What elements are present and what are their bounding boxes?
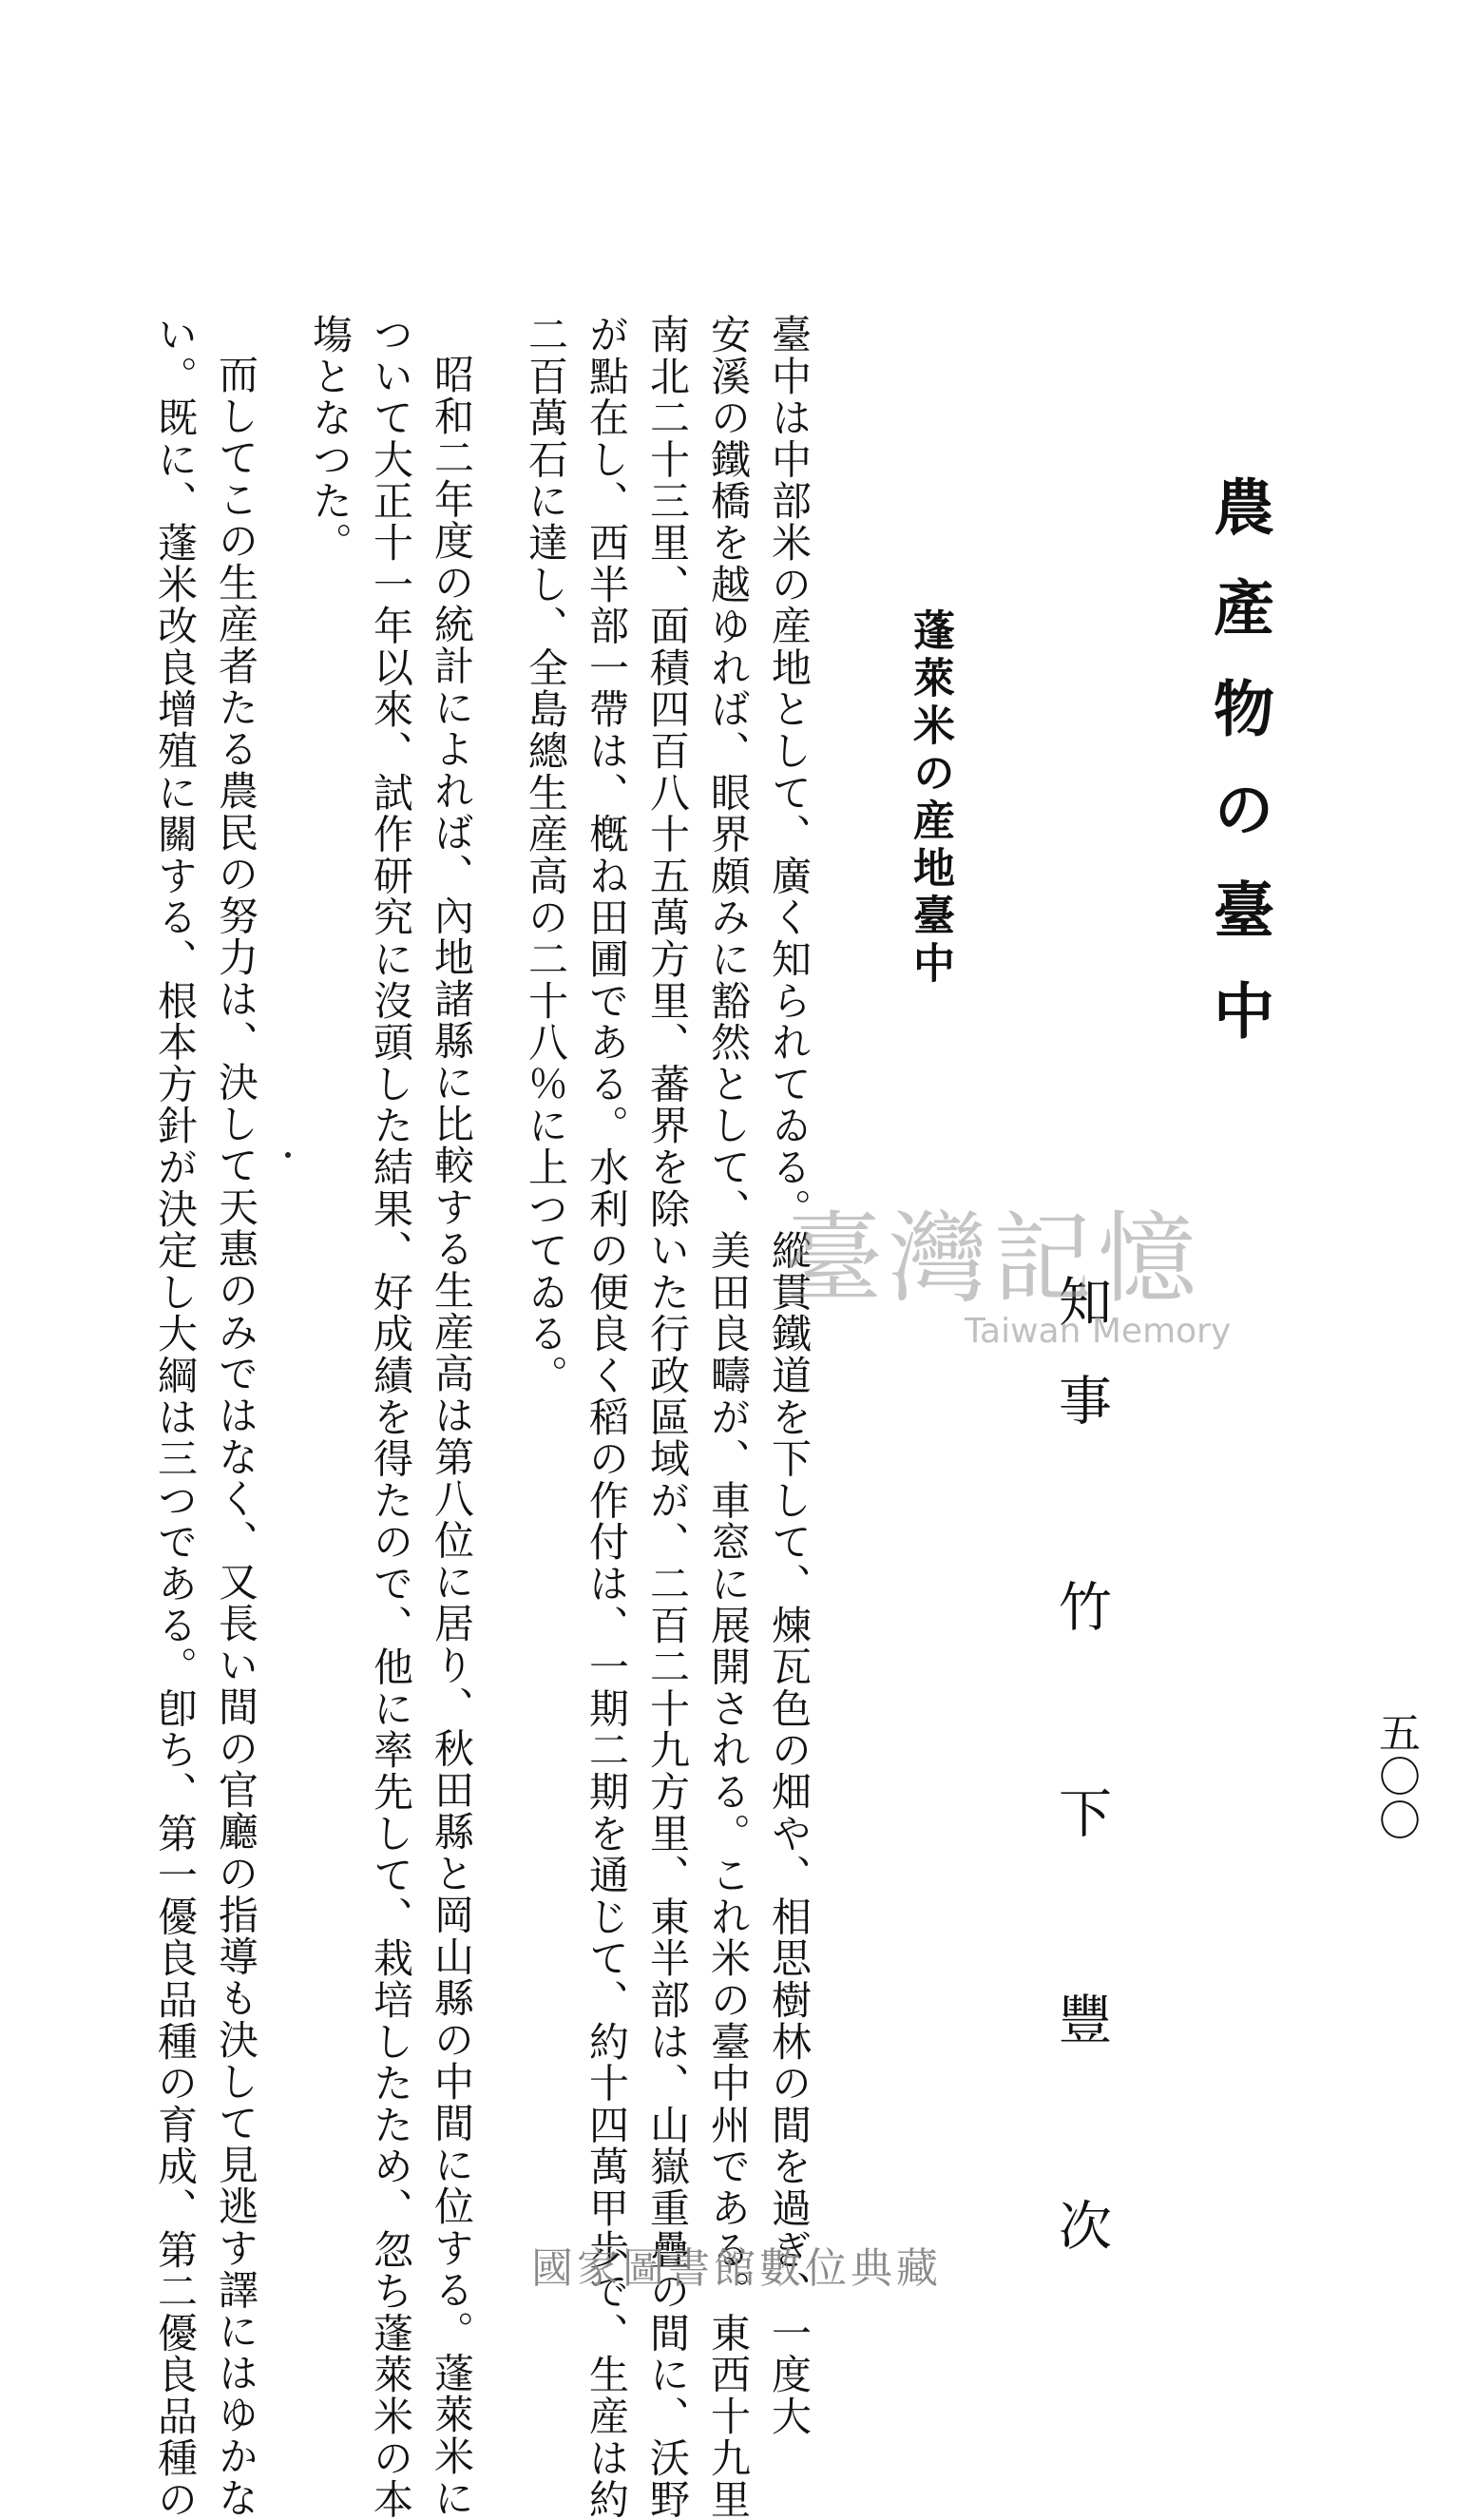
- body-column: 昭和二年度の統計によれば、內地諸縣に比較する生産高は第八位に居り、秋田縣と岡山縣の中間に位する。蓬萊米に: [429, 354, 475, 2519]
- body-column: 而してこの生産者たる農民の努力は、決して天惠のみではなく、又長い間の官廳の指導も決して見逃す譯にはゆかな: [213, 354, 259, 2519]
- archive-footer: 國家圖書館數位典藏: [531, 2244, 942, 2293]
- body-column: 南北二十三里、面積四百八十五萬方里、蕃界を除いた行政區域が、二百二十九方里、東半部は、山嶽重疊の間に、沃野: [644, 314, 691, 2520]
- author-byline: 知事 竹 下 豐 次: [1050, 1274, 1112, 2297]
- body-column: 臺中は中部米の産地として、廣く知られてゐる。縱貫鐵道を下して、煉瓦色の畑や、相思樹林の間を過ぎ、一度大: [766, 314, 813, 2437]
- article-subheading: 蓬萊米の産地臺中: [906, 608, 954, 989]
- body-column: い。既に、蓬米改良增殖に關する、根本方針が決定し大綱は三つである。卽ち、第一優良品種の育成、第二優良品種の: [152, 314, 199, 2520]
- body-column: が點在し、西半部一帶は、槪ね田圃である。水利の便良く稻の作付は、一期二期を通じて、約十四萬甲歩で、生産は約: [583, 314, 630, 2520]
- ink-speck: [285, 1152, 291, 1158]
- article-title: 農產物の臺中: [1203, 475, 1274, 1080]
- watermark-main-text: 臺灣記憶: [784, 1201, 1203, 1317]
- body-column: ついて大正十一年以來、試作研究に沒頭した結果、好成績を得たので、他に率先して、栽培したため、忽ち蓬萊米の本: [368, 314, 414, 2520]
- watermark-sub-text: Taiwan Memory: [965, 1312, 1232, 1351]
- body-column: 安溪の鐵橋を越ゆれば、眼界頗みに豁然として、美田良疇が、車窓に展開される。これ米の臺中州である。東西十九里: [705, 314, 752, 2520]
- taiwan-memory-watermark: [784, 1179, 1278, 1369]
- body-column: 塲となつた。: [307, 314, 354, 564]
- page-number: 五〇〇: [1371, 1711, 1420, 1842]
- body-column: 二百萬石に達し、全島總生産高の二十八％に上つてゐる。: [523, 314, 569, 1396]
